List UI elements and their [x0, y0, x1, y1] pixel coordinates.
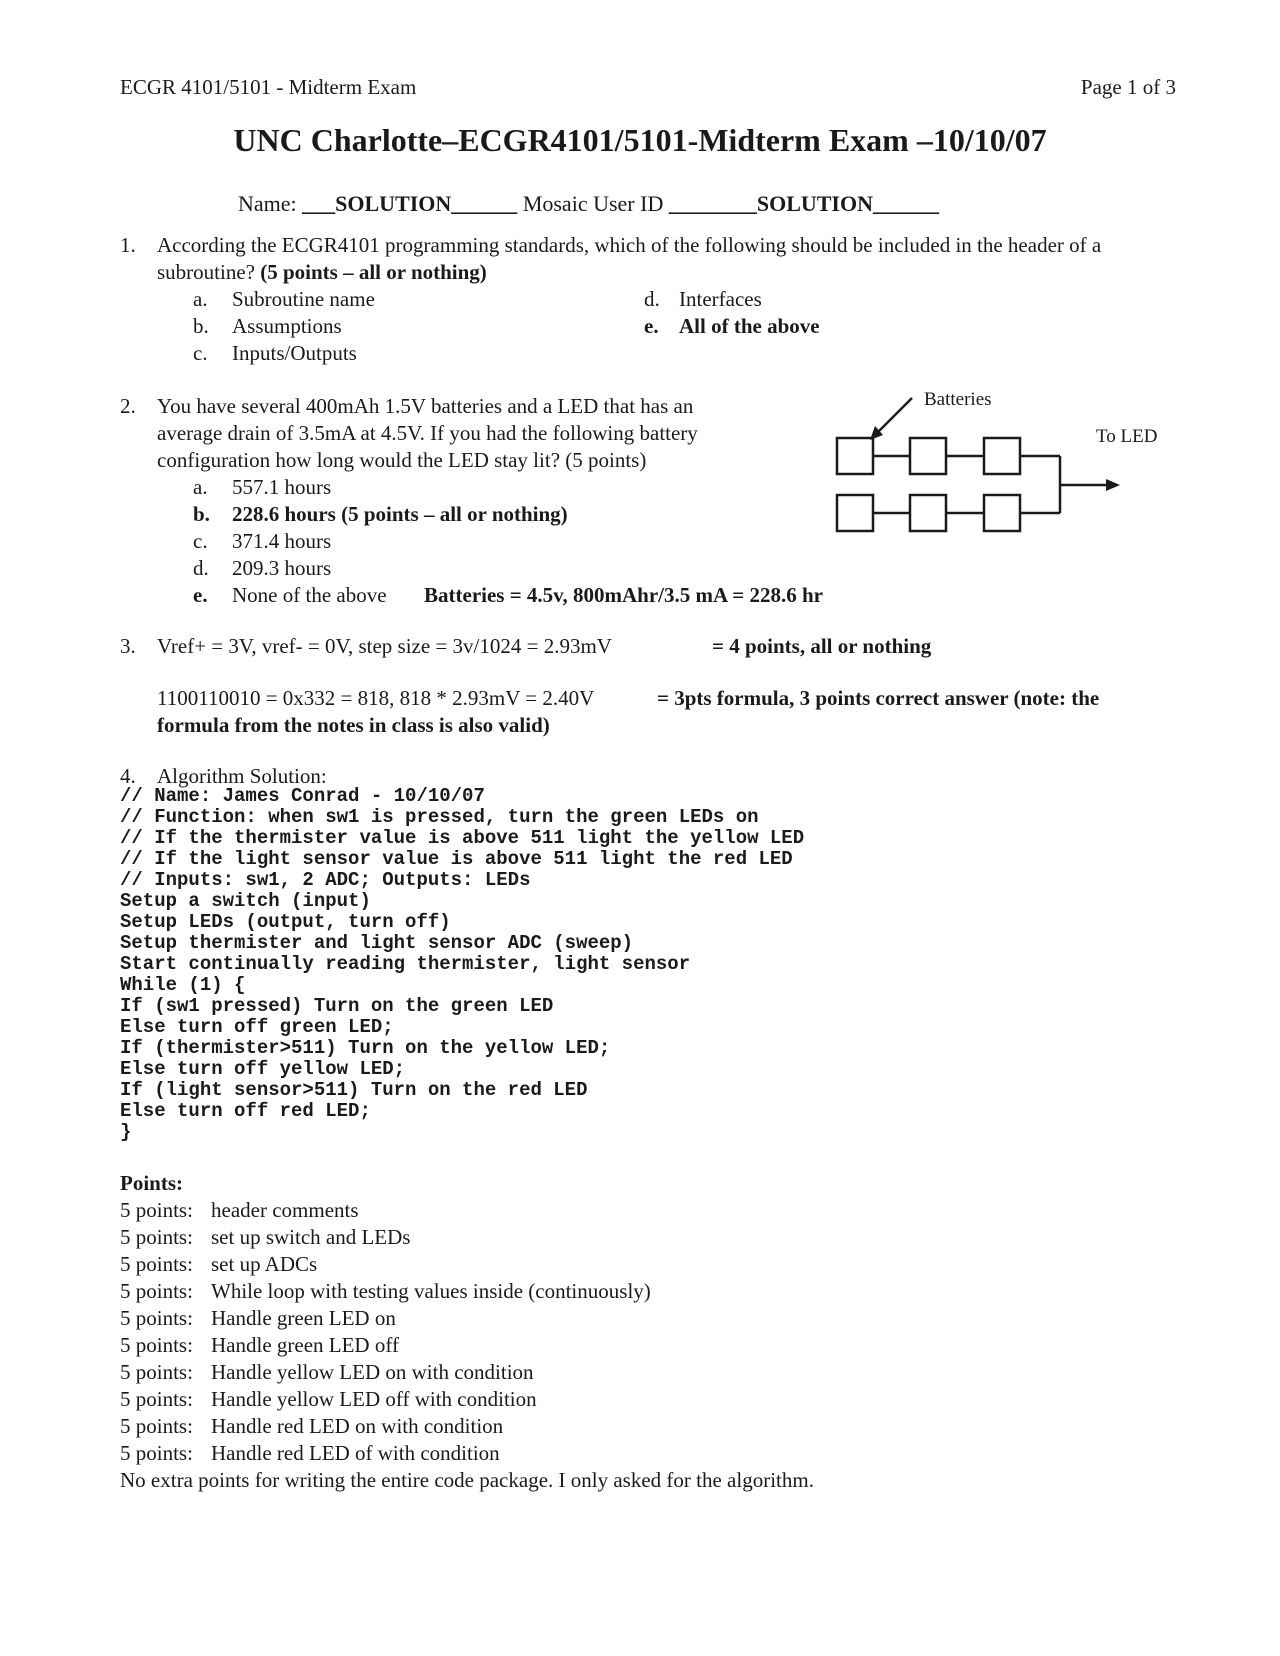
points-item [120, 1443, 651, 1470]
q2-line: average drain of 3.5mA at 4.5V. If you had the following battery [157, 421, 698, 445]
points-item-text: Handle red LED on with condition [211, 1414, 504, 1438]
code-line: Else turn off yellow LED; [120, 1058, 406, 1080]
battery-cell [837, 438, 873, 474]
q1-line2: subroutine? (5 points – all or nothing) [157, 260, 487, 284]
q3-line1-points: = 4 points, all or nothing [712, 634, 932, 658]
q2-number: 2. [120, 394, 136, 418]
page-title: UNC Charlotte–ECGR4101/5101-Midterm Exam –10/10/07 [233, 122, 1047, 158]
code-line: Setup LEDs (output, turn off) [120, 911, 451, 933]
battery-cell [910, 495, 946, 531]
points-item-label: 5 points: [120, 1252, 193, 1276]
code-line: // Inputs: sw1, 2 ADC; Outputs: LEDs [120, 869, 531, 891]
q1-option-letter: b. [193, 314, 209, 338]
q2-option-letter: e. [193, 583, 208, 607]
points-item-text: Handle green LED off [211, 1333, 399, 1357]
code-line: If (sw1 pressed) Turn on the green LED [120, 995, 554, 1017]
battery-cell [984, 438, 1020, 474]
code-line: Setup thermister and light sensor ADC (sweep) [120, 932, 634, 954]
q2-line: You have several 400mAh 1.5V batteries and a LED that has an [157, 394, 694, 418]
q1-option-text: Inputs/Outputs [232, 341, 357, 365]
q1-answer: All of the above [679, 314, 820, 338]
q1-option-letter: e. [644, 314, 659, 338]
points-heading: Points: [120, 1171, 183, 1195]
id-label: Mosaic User ID [522, 191, 664, 216]
code-line: // If the light sensor value is above 511 light the red LED [120, 848, 793, 870]
points-item [120, 1254, 651, 1281]
code-line: Start continually reading thermister, light sensor [120, 953, 691, 975]
q2-option-text: None of the above [232, 583, 387, 607]
points-item-text: Handle green LED on [211, 1306, 396, 1330]
points-item-text: set up switch and LEDs [211, 1225, 411, 1249]
points-item [120, 1362, 651, 1389]
points-item [120, 1335, 651, 1362]
code-line: } [120, 1121, 132, 1143]
q4-number: 4. [120, 764, 136, 788]
battery-diagram [820, 386, 1180, 536]
battery-cell [837, 495, 873, 531]
battery-cell [910, 438, 946, 474]
code-line: Else turn off green LED; [120, 1016, 394, 1038]
points-item-label: 5 points: [120, 1360, 193, 1384]
points-item [120, 1416, 651, 1443]
points-item-text: Handle yellow LED off with condition [211, 1387, 537, 1411]
code-line: If (light sensor>511) Turn on the red LED [120, 1079, 588, 1101]
points-item-label: 5 points: [120, 1306, 193, 1330]
q1-number: 1. [120, 233, 136, 257]
code-line: Else turn off red LED; [120, 1100, 371, 1122]
points-item-label: 5 points: [120, 1279, 193, 1303]
q1-option-text: Interfaces [679, 287, 762, 311]
code-line: // If the thermister value is above 511 light the yellow LED [120, 827, 805, 849]
code-line: While (1) { [120, 974, 246, 996]
points-footer: No extra points for writing the entire code package. I only asked for the algorithm. [120, 1468, 814, 1492]
q1-option-letter: d. [644, 287, 660, 311]
points-item-label: 5 points: [120, 1414, 193, 1438]
points-item [120, 1308, 651, 1335]
q3-line2-points: = 3pts formula, 3 points correct answer (note: the [657, 686, 1100, 710]
code-line: // Function: when sw1 is pressed, turn the green LEDs on [120, 806, 759, 828]
points-item-text: Handle yellow LED on with condition [211, 1360, 534, 1384]
points-item-text: set up ADCs [211, 1252, 318, 1276]
q1-option-letter: a. [193, 287, 208, 311]
points-item-label: 5 points: [120, 1333, 193, 1357]
q2-option-letter: a. [193, 475, 208, 499]
q2-option-text: 557.1 hours [232, 475, 332, 499]
points-list [120, 1200, 651, 1470]
code-line: Setup a switch (input) [120, 890, 371, 912]
q1-option-letter: c. [193, 341, 208, 365]
name-value: ___SOLUTION______ [302, 191, 518, 216]
id-value: ________SOLUTION______ [668, 191, 939, 216]
algorithm-code [120, 786, 804, 1143]
points-item [120, 1389, 651, 1416]
q2-option-letter: c. [193, 529, 208, 553]
points-item-text: header comments [211, 1198, 359, 1222]
name-line [238, 193, 939, 215]
points-item-label: 5 points: [120, 1441, 193, 1465]
batteries-label: Batteries [924, 389, 992, 410]
arrow-right-icon [1106, 479, 1120, 491]
q2-worked-answer: Batteries = 4.5v, 800mAhr/3.5 mA = 228.6 hr [424, 583, 823, 607]
points-item-text: Handle red LED of with condition [211, 1441, 500, 1465]
points-item [120, 1200, 651, 1227]
pointer-line [878, 398, 912, 432]
points-item-label: 5 points: [120, 1225, 193, 1249]
q2-option-letter: d. [193, 556, 209, 580]
q2-line: configuration how long would the LED stay lit? (5 points) [157, 448, 647, 472]
to-led-label: To LED [1096, 426, 1158, 447]
q1-option-text: Subroutine name [232, 287, 375, 311]
q3-line2: 1100110010 = 0x332 = 818, 818 * 2.93mV = 2.40V [157, 686, 595, 710]
points-item-text: While loop with testing values inside (continuously) [211, 1279, 651, 1303]
page-number: Page 1 of 3 [1080, 75, 1176, 99]
q2-option-letter: b. [193, 502, 210, 526]
q3-number: 3. [120, 634, 136, 658]
q3-line3-points: formula from the notes in class is also valid) [157, 713, 550, 737]
q4-heading: Algorithm Solution: [157, 764, 327, 788]
q2-option-text: 371.4 hours [232, 529, 332, 553]
points-item [120, 1227, 651, 1254]
q2-answer: 228.6 hours (5 points – all or nothing) [232, 502, 568, 526]
q3-line1: Vref+ = 3V, vref- = 0V, step size = 3v/1024 = 2.93mV [157, 634, 612, 658]
code-line: If (thermister>511) Turn on the yellow LED; [120, 1037, 611, 1059]
page-header-left: ECGR 4101/5101 - Midterm Exam [120, 75, 417, 99]
battery-cell [984, 495, 1020, 531]
q1-line1: According the ECGR4101 programming standards, which of the following should be included in the header of a [157, 233, 1102, 257]
points-item-label: 5 points: [120, 1387, 193, 1411]
code-line: // Name: James Conrad - 10/10/07 [120, 785, 485, 807]
q1-option-text: Assumptions [232, 314, 342, 338]
points-item [120, 1281, 651, 1308]
points-item-label: 5 points: [120, 1198, 193, 1222]
q2-option-text: 209.3 hours [232, 556, 332, 580]
name-label: Name: [238, 191, 297, 216]
